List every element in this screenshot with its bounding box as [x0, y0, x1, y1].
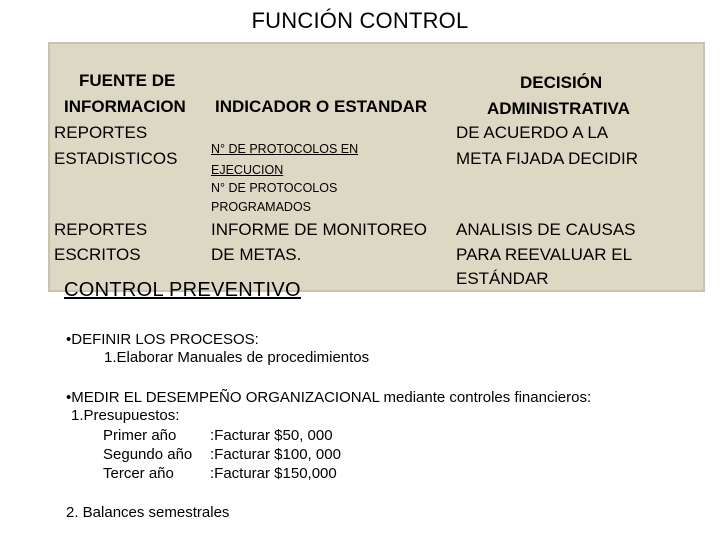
row1-decision-line2: META FIJADA DECIDIR: [456, 149, 638, 168]
row1-indicador-line2: EJECUCION: [211, 163, 284, 177]
year-label: Primer año: [103, 427, 177, 444]
year-value: :Facturar $150,000: [210, 465, 337, 482]
year-value: :Facturar $100, 000: [210, 446, 341, 463]
row1-indicador-line4: PROGRAMADOS: [211, 200, 312, 214]
year-label: Segundo año: [103, 446, 193, 463]
control-table: [48, 42, 705, 292]
row1-indicador-line3: N° DE PROTOCOLOS: [211, 181, 338, 195]
header-decision-line1: DECISIÓN: [520, 73, 603, 92]
row2-indicador-line1: INFORME DE MONITOREO: [211, 220, 427, 239]
bullet-definir-sub: 1.Elaborar Manuales de procedimientos: [104, 349, 370, 366]
header-fuente-line2: INFORMACION: [64, 97, 186, 116]
row2-decision-line3: ESTÁNDAR: [456, 269, 549, 288]
item-balances: 2. Balances semestrales: [66, 504, 230, 521]
bullet-medir: •MEDIR EL DESEMPEÑO ORGANIZACIONAL mediante controles financieros:: [66, 389, 592, 406]
header-fuente-line1: FUENTE DE: [79, 71, 176, 90]
row1-decision-line1: DE ACUERDO A LA: [456, 123, 609, 142]
row2-decision-line1: ANALISIS DE CAUSAS: [456, 220, 636, 239]
row2-fuente-line2: ESCRITOS: [54, 245, 141, 264]
row2-decision-line2: PARA REEVALUAR EL: [456, 245, 633, 264]
year-label: Tercer año: [103, 465, 174, 482]
row1-fuente-line2: ESTADISTICOS: [54, 149, 178, 168]
header-decision-line2: ADMINISTRATIVA: [487, 99, 630, 118]
section-title: CONTROL PREVENTIVO: [64, 279, 301, 301]
page-title: FUNCIÓN CONTROL: [251, 8, 469, 33]
year-value: :Facturar $50, 000: [210, 427, 333, 444]
row2-indicador-line2: DE METAS.: [211, 245, 302, 264]
row1-fuente-line1: REPORTES: [54, 123, 148, 142]
header-indicador: INDICADOR O ESTANDAR: [215, 97, 428, 116]
bullet-medir-sub: 1.Presupuestos:: [71, 407, 180, 424]
bullet-definir: •DEFINIR LOS PROCESOS:: [66, 331, 259, 348]
row1-indicador-line1: N° DE PROTOCOLOS EN: [211, 142, 359, 156]
row2-fuente-line1: REPORTES: [54, 220, 148, 239]
